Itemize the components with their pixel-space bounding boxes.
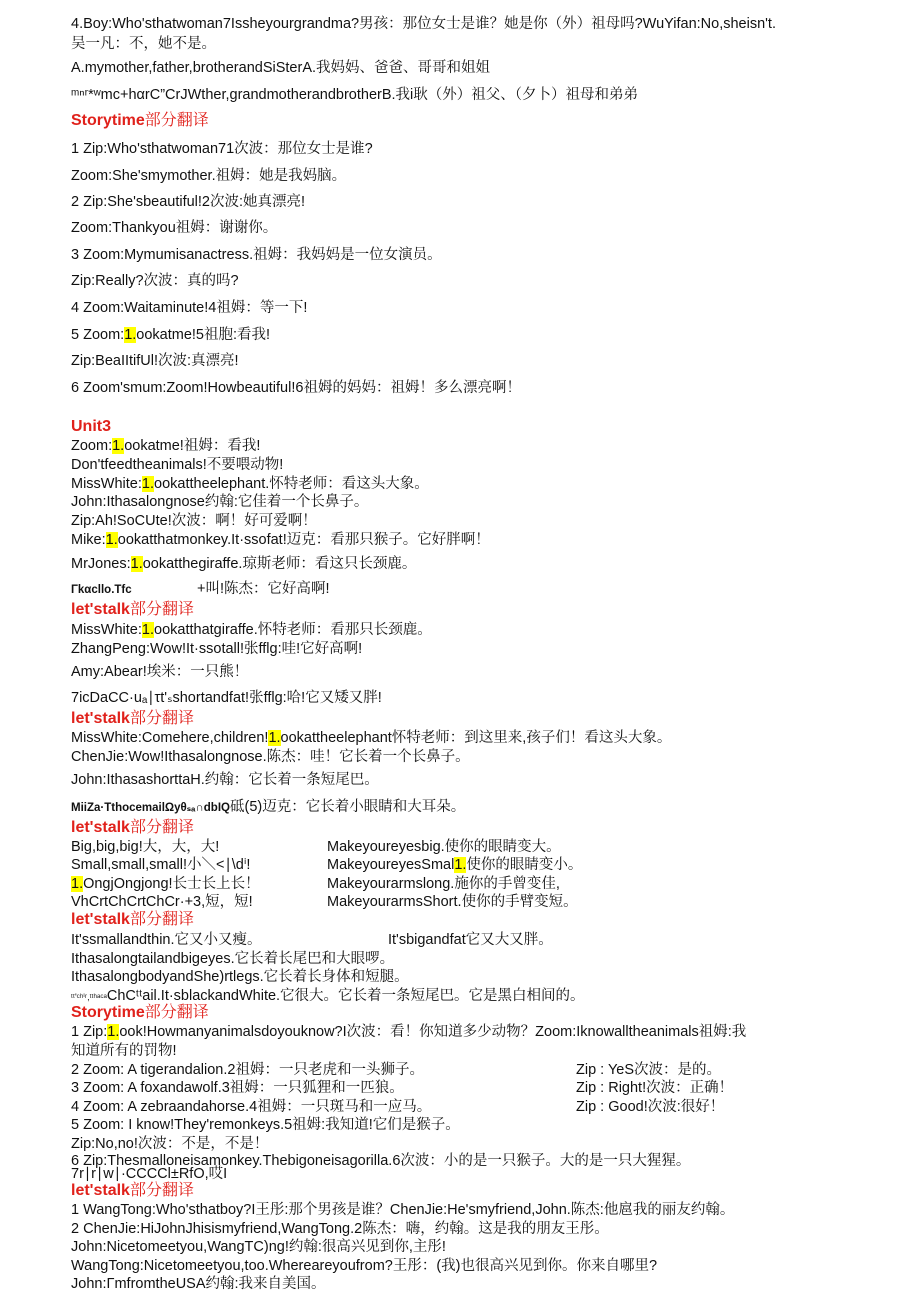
text-line: Small,small,small!小＼<∣\dⁱ! MakeyoureyesSmal1.使你的眼睛变小。 [71, 857, 583, 873]
text-line: 1 Zip:1.ook!Howmanyanimalsdoyouknow?I次波：看！你知道多少动物？Zoom:Iknowalltheanimals祖姆:我 [71, 1024, 747, 1040]
text-line: It'ssmallandthin.它又小又瘦。 It'sbigandfat它又大又胖。 [71, 932, 553, 948]
text-line: 2 ChenJie:HiJohnJhisismyfriend,WangTong.2陈杰：嗨，约翰。这是我的朋友王彤。 [71, 1221, 609, 1237]
section-heading: let'stalk部分翻译 [71, 911, 194, 928]
highlight: 1. [124, 327, 137, 343]
text-line: MissWhite:1.ookatthatgiraffe.怀特老师：看那只长颈鹿。 [71, 622, 432, 638]
highlight: 1. [112, 438, 125, 454]
highlight: 1. [130, 556, 143, 572]
section-heading: let'stalk部分翻译 [71, 819, 194, 836]
text-line: MiiZa·TthocemailΩyθₛₐ∩dbIQ砥(5)迈克：它长着小眼睛和大耳朵。 [71, 799, 466, 815]
text-line: IthasalongbodyandShe)rtlegs.它长着长身体和短腿。 [71, 969, 409, 985]
section-heading: let'stalk部分翻译 [71, 710, 194, 727]
text-line: Zoom:She'smymother.祖姆：她是我妈脑。 [71, 168, 347, 184]
text-line: ChenJie:Wow!Ithasalongnose.陈杰：哇！它长着一个长鼻子。 [71, 749, 470, 765]
text-line: ᵗᵗ'ᶜʰⁱʳ,ᵗᵗʰᵃᶜᵃChCᵗᵗail.It·sblackandWhite.它很大。它长着一条短尾巴。它是黑白相间的。 [71, 988, 585, 1004]
text-line: Big,big,big!大，大，大! Makeyoureyesbig.使你的眼睛变大。 [71, 839, 561, 855]
text-line: 2 Zip:She'sbeautiful!2次波:她真漂亮! [71, 194, 306, 210]
text-line: 知道所有的罚物! [71, 1043, 177, 1059]
highlight: 1. [71, 876, 84, 892]
text-line: 4.Boy:Who'sthatwoman7Issheyourgrandma?男孩：那位女士是谁？她是你（外）祖母吗?WuYifan:No,sheisn't. [71, 16, 776, 32]
section-heading: Storytime部分翻译 [71, 112, 209, 129]
text-line: 1.OngjOngjong!长士长上长！ Makeyourarmslong.施你的手曾变佳, [71, 876, 560, 892]
text-line: MrJones:1.ookatthegiraffe.琼斯老师：看这只长颈鹿。 [71, 556, 417, 572]
text-line: 4 Zoom:Waitaminute!4祖姆：等一下! [71, 300, 308, 316]
text-line: 7icDaCC·uₐ∣τt'ₛshortandfat!张fflg:哈!它又矮又胖! [71, 690, 382, 706]
highlight: 1. [141, 476, 154, 492]
text-line: 1 Zip:Who'sthatwoman71次波：那位女士是谁? [71, 141, 373, 157]
text-line: 7r∣r∣w∣·CCCCl±RfO,哎I [71, 1166, 228, 1182]
text-line: A.mymother,father,brotherandSiSterA.我妈妈、爸爸、哥哥和姐姐 [71, 60, 491, 76]
text-line: 1 WangTong:Who'sthatboy?I王彤:那个男孩是谁？ChenJie:He'smyfriend,John.陈杰:他扈我的丽友约翰。 [71, 1202, 735, 1218]
highlight: 1. [454, 857, 467, 873]
text-line: John:Ithasalongnose约翰:它佳着一个长鼻子。 [71, 494, 369, 510]
text-line: 6 Zoom'smum:Zoom!Howbeautiful!6祖姆的妈妈：祖姆！多么漂亮啊！ [71, 380, 521, 396]
highlight: 1. [268, 730, 281, 746]
section-heading: Unit3 [71, 418, 111, 435]
text-line: Γkαcllo.Tfc +叫!陈杰：它好高啊! [71, 581, 330, 597]
highlight: 1. [141, 622, 154, 638]
text-line: Zoom:1.ookatme!祖姆：看我! [71, 438, 261, 454]
text-line: Don'tfeedtheanimals!不要喂动物! [71, 457, 284, 473]
text-line: VhCrtChCrtChCr·+3,短，短! MakeyourarmsShort.使你的手臂变短。 [71, 894, 578, 910]
section-heading: let'stalk部分翻译 [71, 1182, 194, 1199]
text-line: 3 Zoom: A foxandawolf.3祖姆：一只狐狸和一匹狼。 Zip : Right!次波：正确！ [71, 1080, 734, 1096]
section-heading: Storytime部分翻译 [71, 1004, 209, 1021]
text-line: ZhangPeng:Wow!It·ssotall!张fflg:哇!它好高啊! [71, 641, 363, 657]
text-line: Amy:Abear!埃米：一只熊！ [71, 664, 249, 680]
text-line: MissWhite:1.ookattheelephant.怀特老师：看这头大象。 [71, 476, 429, 492]
text-line: John:IthasashorttaH.约翰：它长着一条短尾巴。 [71, 772, 379, 788]
text-line: Ithasalongtailandbigeyes.它长着长尾巴和大眼啰。 [71, 951, 395, 967]
text-line: ᵐⁿʳ*ʷmc+hαrC”CrJWther,grandmotherandbrotherB.我i耿（外）祖父、（夕卜）祖母和弟弟 [71, 87, 639, 103]
text-line: Mike:1.ookatthatmonkey.It·ssofat!迈克：看那只猴子。它好胖啊！ [71, 532, 490, 548]
text-line: Zip:No,no!次波：不是，不是！ [71, 1136, 269, 1152]
text-line: 2 Zoom: A tigerandalion.2祖姆：一只老虎和一头狮子。 Zip : YeS次波：是的。 [71, 1062, 722, 1078]
highlight: 1. [107, 1024, 120, 1040]
text-line: 3 Zoom:Mymumisanactress.祖姆：我妈妈是一位女演员。 [71, 247, 442, 263]
text-line: 6 Zip:Thesmalloneisamonkey.Thebigoneisagorilla.6次波：小的是一只猴子。大的是一只大猩猩。 [71, 1153, 691, 1169]
highlight: 1. [105, 532, 118, 548]
section-heading: let'stalk部分翻译 [71, 601, 194, 618]
text-line: Zip:BeaIItifUl!次波:真漂亮! [71, 353, 239, 369]
text-line: MissWhite:Comehere,children!1.ookattheelephant怀特老师：到这里来,孩子们！看这头大象。 [71, 730, 672, 746]
text-line: John:Nicetomeetyou,WangTC)ng!约翰:很高兴见到你,主彤! [71, 1239, 446, 1255]
text-line: Zoom:Thankyou祖姆：谢谢你。 [71, 220, 278, 236]
text-line: Zip:Ah!SoCUte!次波：啊！好可爱啊！ [71, 513, 317, 529]
text-line: 5 Zoom:1.ookatme!5祖胞:看我! [71, 327, 271, 343]
text-line: 吴一凡：不，她不是。 [71, 36, 216, 52]
text-line: WangTong:Nicetomeetyou,too.Whereareyoufrom?王彤：(我)也很高兴见到你。你来自哪里? [71, 1258, 658, 1274]
text-line: John:ΓmfromtheUSA约翰:我来自美国。 [71, 1276, 326, 1292]
text-line: Zip:Really?次波：真的吗? [71, 273, 239, 289]
text-line: 4 Zoom: A zebraandahorse.4祖姆：一只斑马和一应马。 Zip : Good!次波:很好！ [71, 1099, 725, 1115]
text-line: 5 Zoom: I know!They'remonkeys.5祖姆:我知道!它们是猴子。 [71, 1117, 460, 1133]
